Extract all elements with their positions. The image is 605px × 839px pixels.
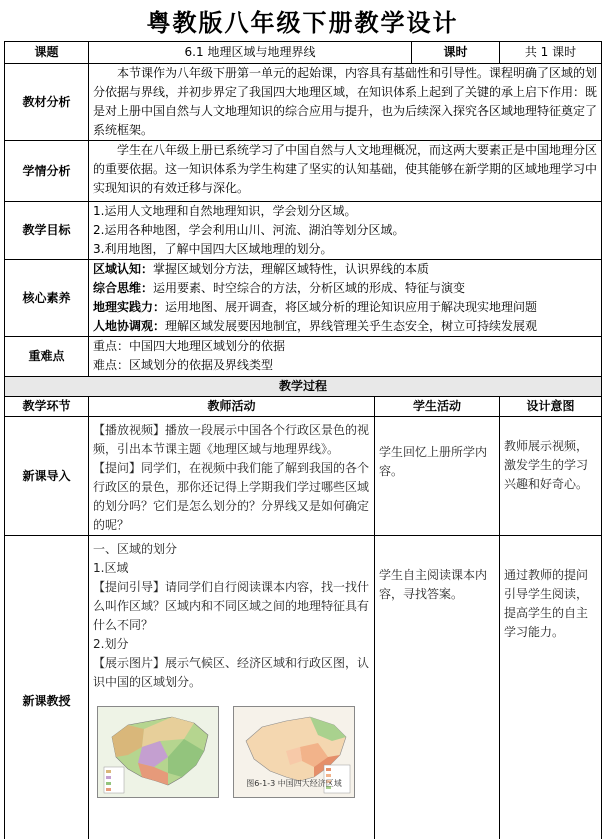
new-teacher-heading: 一、区域的划分	[93, 542, 178, 556]
literacy-item	[93, 317, 597, 336]
literacy-text: 掌握区域划分方法，理解区域特性，认识界线的本质	[153, 262, 430, 276]
process-section-title: 教学过程	[5, 377, 602, 397]
map-caption: 图6-1-3 中国四大经济区域	[246, 779, 342, 788]
intro-intent: 教师展示视频，激发学生的学习兴趣和好奇心。	[500, 417, 602, 536]
page-title: 粤教版八年级下册教学设计	[146, 8, 459, 37]
topic-label: 课题	[5, 42, 89, 64]
literacy-list	[89, 260, 602, 337]
literacy-item	[93, 260, 597, 279]
new-teacher-sub: 1.区域	[93, 561, 129, 575]
focus-content	[89, 337, 602, 377]
students-text: 学生在八年级上册已系统学习了中国自然与人文地理概况，而这两大要素正是中国地理分区的重要依据。这一知识体系为学生构建了坚实的认知基础，使其能够在新学期的区域地理学习中实现知识的有效迁移与深化。	[89, 141, 602, 202]
intro-student: 学生回忆上册所学内容。	[375, 417, 500, 536]
hours-value: 共 1 课时	[500, 42, 602, 64]
difficulty: 难点：区域划分的依据及界线类型	[93, 358, 274, 372]
lesson-plan-table	[4, 41, 602, 839]
topic-value: 6.1 地理区域与地理界线	[89, 42, 412, 64]
map-images	[93, 692, 370, 798]
literacy-item	[93, 279, 597, 298]
col-stage: 教学环节	[5, 397, 89, 417]
literacy-label: 核心素养	[5, 260, 89, 337]
intro-teacher-para: 【播放视频】播放一段展示中国各个行政区景色的视频，引出本节课主题《地理区域与地理界线》。	[93, 423, 370, 456]
col-teacher: 教师活动	[89, 397, 375, 417]
new-teacher-sub: 2.划分	[93, 637, 129, 651]
new-stage: 新课教授	[5, 536, 89, 839]
key-point: 重点：中国四大地理区域划分的依据	[93, 339, 286, 353]
goals-label: 教学目标	[5, 202, 89, 260]
new-student: 学生自主阅读课本内容，寻找答案。	[375, 536, 500, 839]
focus-label: 重难点	[5, 337, 89, 377]
literacy-key: 人地协调观：	[93, 319, 166, 333]
literacy-key: 综合思维：	[93, 281, 154, 295]
literacy-key: 区域认知：	[93, 262, 154, 276]
climate-map-image	[97, 706, 219, 798]
literacy-text: 理解区域发展要因地制宜，界线管理关乎生态安全，树立可持续发展观	[165, 319, 538, 333]
new-intent: 通过教师的提问引导学生阅读，提高学生的自主学习能力。	[500, 536, 602, 839]
intro-stage: 新课导入	[5, 417, 89, 536]
goal-item: 3.利用地图，了解中国四大区域地理的划分。	[93, 242, 333, 256]
hours-label: 课时	[412, 42, 500, 64]
intro-teacher-para: 【提问】同学们，在视频中我们能了解到我国的各个行政区的景色，那你还记得上学期我们学过哪些区域的划分吗？它们是怎么划分的？分界线又是如何确定的呢？	[93, 461, 370, 532]
students-label: 学情分析	[5, 141, 89, 202]
literacy-key: 地理实践力：	[93, 300, 166, 314]
col-intent: 设计意图	[500, 397, 602, 417]
literacy-item	[93, 298, 597, 317]
climate-map-graphic	[98, 707, 219, 798]
new-teacher	[89, 536, 375, 839]
textbook-text: 本节课作为八年级下册第一单元的起始课，内容具有基础性和引导性。课程明确了区域的划分依据与界线，并初步界定了我国四大地理区域，在知识体系上起到了关键的承上启下作用：既是对上册中国自然与人文地理知识的综合应用与提升，也为后续深入探究各区域地理特征奠定了系统框架。	[89, 64, 602, 141]
goal-item: 2.运用各种地图，学会利用山川、河流、湖泊等划分区域。	[93, 223, 405, 237]
literacy-text: 运用地图、展开调查，将区域分析的理论知识应用于解决现实地理问题	[165, 300, 538, 314]
col-student: 学生活动	[375, 397, 500, 417]
economic-map-image	[233, 706, 355, 798]
literacy-text: 运用要素、时空综合的方法，分析区域的形成、特征与演变	[153, 281, 466, 295]
goal-item: 1.运用人文地理和自然地理知识，学会划分区域。	[93, 204, 357, 218]
new-teacher-para: 【提问引导】请同学们自行阅读课本内容，找一找什么叫作区域？区域内和不同区域之间的地理特征具有什么不同？	[93, 580, 370, 632]
new-teacher-para: 【展示图片】展示气候区、经济区域和行政区图，认识中国的区域划分。	[93, 656, 370, 689]
goals-list	[89, 202, 602, 260]
textbook-label: 教材分析	[5, 64, 89, 141]
intro-teacher	[89, 417, 375, 536]
